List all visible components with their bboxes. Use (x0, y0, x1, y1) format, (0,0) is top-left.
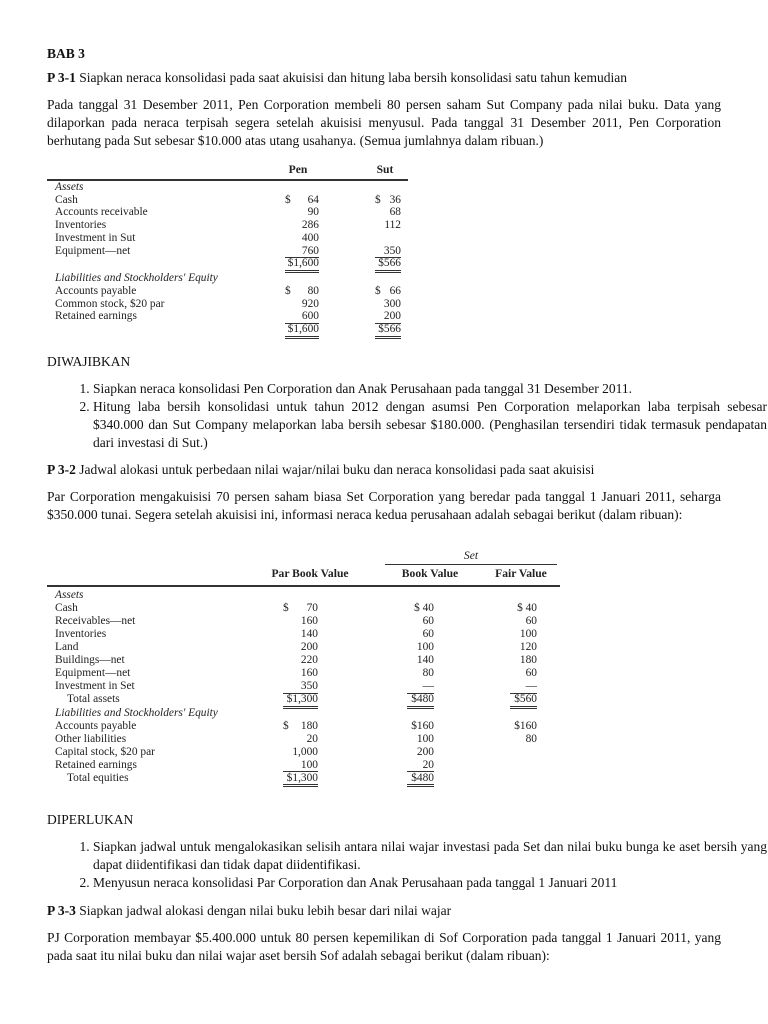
required-item: 1. Siapkan neraca konsolidasi Pen Corporation dan Anak Perusahaan pada tanggal 31 Desember 2011. (93, 380, 767, 398)
problem-3-1-heading (47, 69, 721, 87)
value-cell: 90 (307, 206, 319, 219)
table-row (55, 759, 560, 772)
table-row (55, 181, 408, 194)
value-cell: $1,300 (283, 772, 318, 788)
problem-code: P 3-1 (47, 70, 76, 85)
value-cell: $ 40 (414, 602, 434, 614)
table-row (55, 641, 560, 654)
value-cell: 20 (407, 759, 434, 773)
currency-sign: $ (283, 719, 289, 732)
value-cell (283, 602, 318, 615)
table-row (55, 680, 560, 693)
amount: 180 (300, 719, 318, 732)
table-row (55, 746, 560, 759)
row-label: Inventories (55, 219, 107, 232)
chapter-title: BAB 3 (47, 46, 85, 61)
value-cell: 100 (416, 732, 434, 745)
problem-3-3-body: PJ Corporation membayar $5.400.000 untuk 80 persen kepemilikan di Sof Corporation pada tanggal 1 Januari 2011, yang pada saat itu nilai buku dan nilai wajar aset bersih Sof adalah sebagai berikut (dalam ribuan): (47, 930, 721, 963)
value-cell: 200 (375, 310, 401, 324)
value-cell: 1,000 (292, 745, 318, 758)
value-cell: 120 (519, 641, 537, 653)
table-row (55, 194, 408, 207)
value-cell: 180 (519, 654, 537, 666)
column-header: Book Value (401, 567, 459, 580)
currency-sign: $ (375, 284, 381, 297)
value-cell: 140 (300, 628, 318, 640)
value-cell: 60 (422, 628, 434, 640)
section-label: Assets (55, 589, 84, 601)
row-label: Investment in Set (55, 680, 135, 692)
table-row (55, 323, 408, 336)
required-list (47, 380, 767, 452)
section-label: Liabilities and Stockholders' Equity (55, 706, 218, 719)
table-row (55, 232, 408, 245)
value-cell: 68 (389, 206, 401, 219)
group-header: Set (463, 549, 479, 562)
value-cell: $566 (375, 257, 401, 273)
required-item: 2. Menyusun neraca konsolidasi Par Corporation dan Anak Perusahaan pada tanggal 1 Januari 2011 (93, 874, 767, 892)
row-label: Common stock, $20 par (55, 297, 165, 310)
value-cell (285, 194, 319, 207)
table-row (55, 667, 560, 680)
table-row (55, 206, 408, 219)
value-cell: 20 (306, 732, 318, 745)
row-label: Equipment—net (55, 667, 131, 679)
row-label: Retained earnings (55, 310, 137, 323)
value-cell: 140 (416, 654, 434, 666)
value-cell: 160 (300, 615, 318, 627)
table-row (55, 772, 560, 785)
value-cell: $480 (407, 693, 434, 709)
table-row (55, 615, 560, 628)
table-row (55, 693, 560, 706)
table-row (55, 310, 408, 323)
value-cell: 60 (422, 615, 434, 627)
value-cell: 160 (300, 667, 318, 679)
table-row (55, 298, 408, 311)
table-row (55, 654, 560, 667)
row-label: Equipment—net (55, 244, 131, 257)
pen-sut-balance-sheet (55, 164, 410, 344)
problem-heading-text: Siapkan jadwal alokasi dengan nilai buku lebih besar dari nilai wajar (79, 903, 452, 918)
value-cell: — (407, 680, 434, 694)
section-label: Liabilities and Stockholders' Equity (55, 272, 218, 285)
value-cell: $ 40 (517, 602, 537, 614)
row-label: Buildings—net (55, 654, 125, 666)
header-rule (47, 585, 560, 587)
row-label: Total equities (67, 771, 129, 784)
column-header: Pen (288, 163, 308, 176)
table-row (55, 628, 560, 641)
value-cell: 112 (384, 219, 401, 232)
value-cell (375, 194, 401, 207)
value-cell: $160 (514, 719, 537, 732)
amount: 64 (307, 193, 319, 206)
currency-sign: $ (375, 193, 381, 206)
row-label: Receivables—net (55, 615, 136, 627)
value-cell: 350 (375, 245, 401, 259)
column-header: Fair Value (495, 567, 547, 580)
value-cell: $566 (375, 323, 401, 339)
value-cell: 80 (525, 732, 537, 745)
currency-sign: $ (285, 193, 291, 206)
section-label: Assets (55, 181, 84, 193)
value-cell: 60 (525, 615, 537, 627)
column-header: Par Book Value (271, 567, 349, 580)
value-cell: 220 (300, 654, 318, 666)
currency-sign: $ (283, 602, 289, 614)
row-label: Retained earnings (55, 758, 137, 771)
currency-sign: $ (285, 284, 291, 297)
required-title: DIWAJIBKAN (47, 354, 131, 369)
value-cell: $1,300 (283, 693, 318, 709)
value-cell: 60 (525, 667, 537, 679)
value-cell (375, 285, 401, 298)
problem-code: P 3-3 (47, 903, 76, 918)
problem-3-2-body: Par Corporation mengakuisisi 70 persen saham biasa Set Corporation yang beredar pada tanggal 1 Januari 2011, seharga $350.000 tunai. Segera setelah akuisisi ini, informasi neraca kedua perusahaan adalah sebagai berikut (dalam ribuan): (47, 489, 721, 522)
column-header: Sut (376, 163, 394, 176)
value-cell (285, 285, 319, 298)
amount: 80 (307, 284, 319, 297)
row-label: Total assets (67, 693, 120, 705)
value-cell (283, 720, 318, 733)
required-title: DIPERLUKAN (47, 812, 134, 827)
row-label: Accounts payable (55, 284, 137, 297)
row-label: Inventories (55, 628, 107, 640)
value-cell: $160 (411, 719, 434, 732)
table-row (55, 272, 408, 285)
value-cell: $560 (510, 693, 537, 709)
problem-3-2-heading (47, 461, 721, 479)
problem-3-3-heading (47, 902, 721, 920)
problem-heading-text: Siapkan neraca konsolidasi pada saat akuisisi dan hitung laba bersih konsolidasi satu tahun kemudian (79, 70, 628, 85)
required-item: 1. Siapkan jadwal untuk mengalokasikan selisih antara nilai wajar investasi pada Set dan nilai buku bunga ke aset bersih yang dapat diidentifikasi dan tidak dapat diidentifikasi. (93, 838, 767, 874)
value-cell: 350 (283, 680, 318, 694)
table-row (55, 720, 560, 733)
value-cell: 100 (519, 628, 537, 640)
table-row (55, 219, 408, 232)
value-cell: 400 (301, 231, 319, 244)
par-set-balance-sheet (55, 548, 563, 790)
table-row (55, 707, 560, 720)
table-row (55, 285, 408, 298)
value-cell: 760 (285, 245, 319, 259)
problem-code: P 3-2 (47, 462, 76, 477)
amount: 70 (306, 602, 318, 614)
row-label: Accounts receivable (55, 206, 148, 219)
required-list (47, 838, 767, 892)
row-label: Investment in Sut (55, 231, 136, 244)
problem-3-1-body: Pada tanggal 31 Desember 2011, Pen Corporation membeli 80 persen saham Sut Company pada nilai buku. Data yang dilaporkan pada neraca terpisah segera setelah akuisisi menyusul. Pada tanggal 31 Desember 2011, Pen Corporation berhutang pada Sut sebesar $10.000 atas utang usahanya. (Semua jumlahnya dalam ribuan.) (47, 97, 721, 148)
value-cell: 100 (416, 641, 434, 653)
value-cell: 100 (283, 759, 318, 773)
value-cell: $1,600 (285, 257, 319, 273)
problem-heading-text: Jadwal alokasi untuk perbedaan nilai wajar/nilai buku dan neraca konsolidasi pada saat akuisisi (79, 462, 595, 477)
row-label: Accounts payable (55, 719, 137, 732)
value-cell: 80 (422, 667, 434, 679)
value-cell: 300 (383, 297, 401, 310)
row-label: Other liabilities (55, 732, 127, 745)
value-cell: 920 (301, 297, 319, 310)
value-cell: 600 (285, 310, 319, 324)
row-label: Cash (55, 602, 78, 614)
row-label: Land (55, 641, 79, 653)
value-cell: 200 (416, 745, 434, 758)
value-cell: $1,600 (285, 323, 319, 339)
amount: 36 (389, 193, 401, 206)
table-row (55, 257, 408, 270)
table-row (55, 733, 560, 746)
row-label: Capital stock, $20 par (55, 745, 155, 758)
required-item: 2. Hitung laba bersih konsolidasi untuk tahun 2012 dengan asumsi Pen Corporation melaporkan laba terpisah sebesar $340.000 dan Sut Company melaporkan laba bersih sebesar $180.000. (Penghasilan tersendiri tidak termasuk pendapatan dari investasi di Sut.) (93, 398, 767, 452)
table-row (55, 589, 560, 602)
amount: 66 (389, 284, 401, 297)
value-cell: 200 (300, 641, 318, 653)
table-row (55, 602, 560, 615)
table-row (55, 245, 408, 258)
value-cell: 286 (301, 219, 319, 232)
row-label: Cash (55, 193, 78, 206)
value-cell: $480 (407, 772, 434, 788)
group-header-rule (385, 564, 557, 565)
value-cell: — (510, 680, 537, 694)
